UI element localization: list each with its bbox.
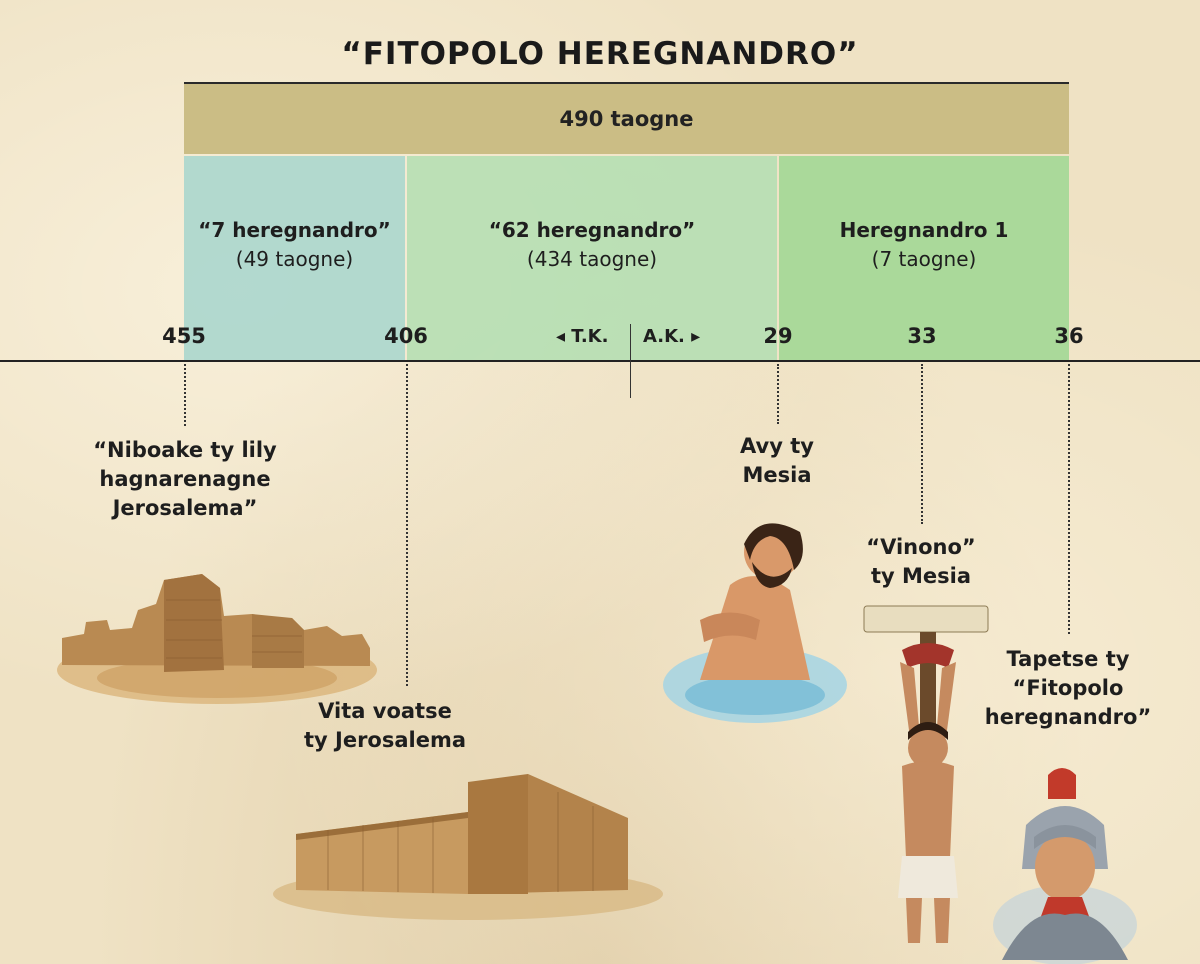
tick-455: 455 (162, 324, 206, 348)
tick-33: 33 (907, 324, 937, 348)
leader-406 (406, 364, 408, 686)
ruined-walls-illustration (52, 560, 382, 710)
period-7-weeks (184, 156, 405, 361)
roman-soldier-illustration (990, 765, 1140, 960)
period-length: (7 taogne) (871, 247, 977, 271)
total-period-band: 490 taogne (184, 84, 1069, 154)
event-line: Jerosalema” (112, 496, 258, 520)
event-line: ty Jerosalema (303, 728, 467, 752)
leader-455 (184, 364, 186, 426)
period-length: (434 taogne) (526, 247, 658, 271)
event-line: Mesia (742, 463, 812, 487)
leader-36 (1068, 364, 1070, 634)
event-line: Avy ty (740, 434, 814, 458)
jerusalem-wall-illustration (268, 762, 668, 922)
period-heading: Heregnandro 1 (839, 218, 1009, 242)
baptism-illustration (660, 510, 850, 725)
chart-title: “FITOPOLO HEREGNANDRO” (341, 36, 859, 72)
event-messiah-killed (866, 533, 975, 591)
event-line: “Niboake ty lily (93, 438, 277, 462)
event-line: “Vinono” (866, 535, 976, 559)
era-after-label: A.K. ▸ (643, 326, 701, 347)
stake-illustration (858, 598, 998, 943)
period-heading: “62 heregnandro” (488, 218, 696, 242)
tick-29: 29 (763, 324, 793, 348)
event-line: hagnarenagne (99, 467, 271, 491)
leader-33 (921, 364, 923, 524)
event-decree-rebuild (93, 436, 276, 523)
era-divider (630, 324, 631, 398)
tick-36: 36 (1054, 324, 1084, 348)
period-length: (49 taogne) (235, 247, 354, 271)
tick-406: 406 (384, 324, 428, 348)
event-seventy-weeks-end (985, 645, 1152, 732)
event-line: heregnandro” (984, 705, 1152, 729)
leader-29 (777, 364, 779, 424)
event-line: ty Mesia (870, 564, 972, 588)
event-line: Vita voatse (318, 699, 452, 723)
period-heading: “7 heregnandro” (198, 218, 391, 242)
era-before-label: ◂ T.K. (556, 326, 609, 347)
event-line: “Fitopolo (1012, 676, 1124, 700)
event-messiah-appears (740, 432, 814, 490)
timeline-axis (0, 360, 1200, 362)
event-line: Tapetse ty (1006, 647, 1130, 671)
